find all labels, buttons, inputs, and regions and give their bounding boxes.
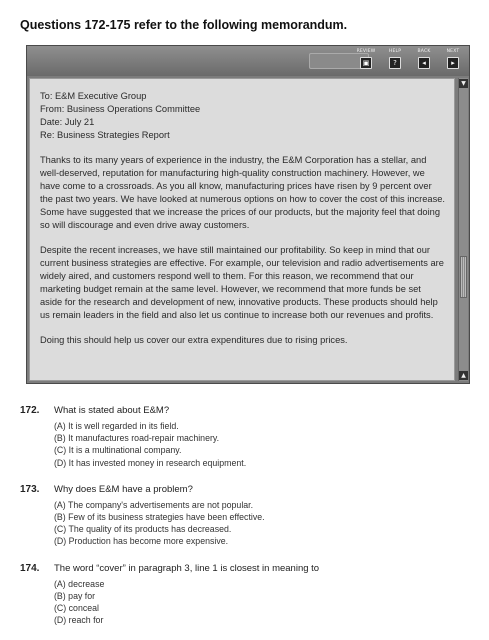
answer-option[interactable]: (D) It has invested money in research equipment. [54,457,247,468]
scroll-down-icon[interactable]: ▲ [459,371,468,380]
answer-option[interactable]: (C) The quality of its products has decreased. [54,524,232,535]
memo-paragraph: Doing this should help us cover our extra expenditures due to rising prices. [40,335,348,345]
review-label: REVIEW [356,49,376,54]
answer-option[interactable]: (C) conceal [54,603,99,614]
answer-option[interactable]: (C) It is a multinational company. [54,445,182,456]
vertical-scrollbar[interactable] [458,78,468,381]
question-item [20,562,470,627]
answer-option[interactable]: (D) reach for [54,615,104,626]
help-icon: ? [389,57,401,69]
question-item [20,404,470,469]
review-button[interactable] [353,48,379,73]
back-label: BACK [417,49,431,54]
memo-date: Date: July 21 [40,117,95,127]
memo-re: Re: Business Strategies Report [40,130,170,140]
review-icon: ▣ [360,57,372,69]
question-stem: Why does E&M have a problem? [54,483,193,495]
question-number: 174. [20,562,40,574]
answer-option[interactable]: (A) decrease [54,578,105,589]
back-button[interactable] [411,48,437,73]
memo-to: To: E&M Executive Group [40,91,147,101]
memo-header [40,90,445,142]
help-button[interactable] [382,48,408,73]
answer-option[interactable]: (B) pay for [54,590,96,601]
question-stem: The word “cover” in paragraph 3, line 1 is closest in meaning to [54,562,320,574]
answer-option[interactable]: (A) It is well regarded in its field. [54,421,179,431]
answer-option[interactable]: (A) The company's advertisements are not popular. [54,499,254,510]
memo-window [26,45,470,384]
next-icon: ▸ [447,57,459,69]
memo-from: From: Business Operations Committee [40,104,201,114]
memo-paragraph: Despite the recent increases, we have still maintained our profitability. So keep in mind that our current business strategies are effective. For example, our television and radio advertisements are widely aired, and customers respond well to them. For this reason, we recommend that our marketing budget remain at the same level. However, we recommend that more funds be set aside for the research and development of new, innovative products. These products should help us remain leaders in the field and also let us continue to increase both our revenues and profits. [40,245,444,320]
scroll-up-icon[interactable]: ▼ [459,79,468,88]
question-number: 173. [20,483,40,495]
scroll-thumb[interactable] [460,256,467,298]
question-list [20,404,470,640]
question-stem: What is stated about E&M? [54,405,170,416]
back-icon: ◂ [418,57,430,69]
question-number: 172. [20,405,40,416]
memo-paragraph: Thanks to its many years of experience in the industry, the E&M Corporation has a stellar, and well-deserved, reputation for manufacturing high-quality construction machinery. However, we have come to a crossroads. As you all know, manufacturing prices have risen by 9 percent over the past two years. We have looked at numerous options on how to cover the cost of this increase. Some have suggested that we increase the prices of our products, but the majority feel that doing so will discourage and even drive away customers. [40,155,445,230]
next-label: NEXT [446,49,460,54]
toolbar [27,46,469,76]
answer-option[interactable]: (D) Production has become more expensive. [54,536,229,547]
passage-heading: Questions 172-175 refer to the following memorandum. [20,18,348,32]
help-label: HELP [388,49,402,54]
question-item [20,483,470,548]
memo-panel [29,78,455,381]
answer-option[interactable]: (B) It manufactures road-repair machinery. [54,433,220,444]
answer-option[interactable]: (B) Few of its business strategies have been effective. [54,512,265,523]
next-button[interactable] [440,48,466,73]
